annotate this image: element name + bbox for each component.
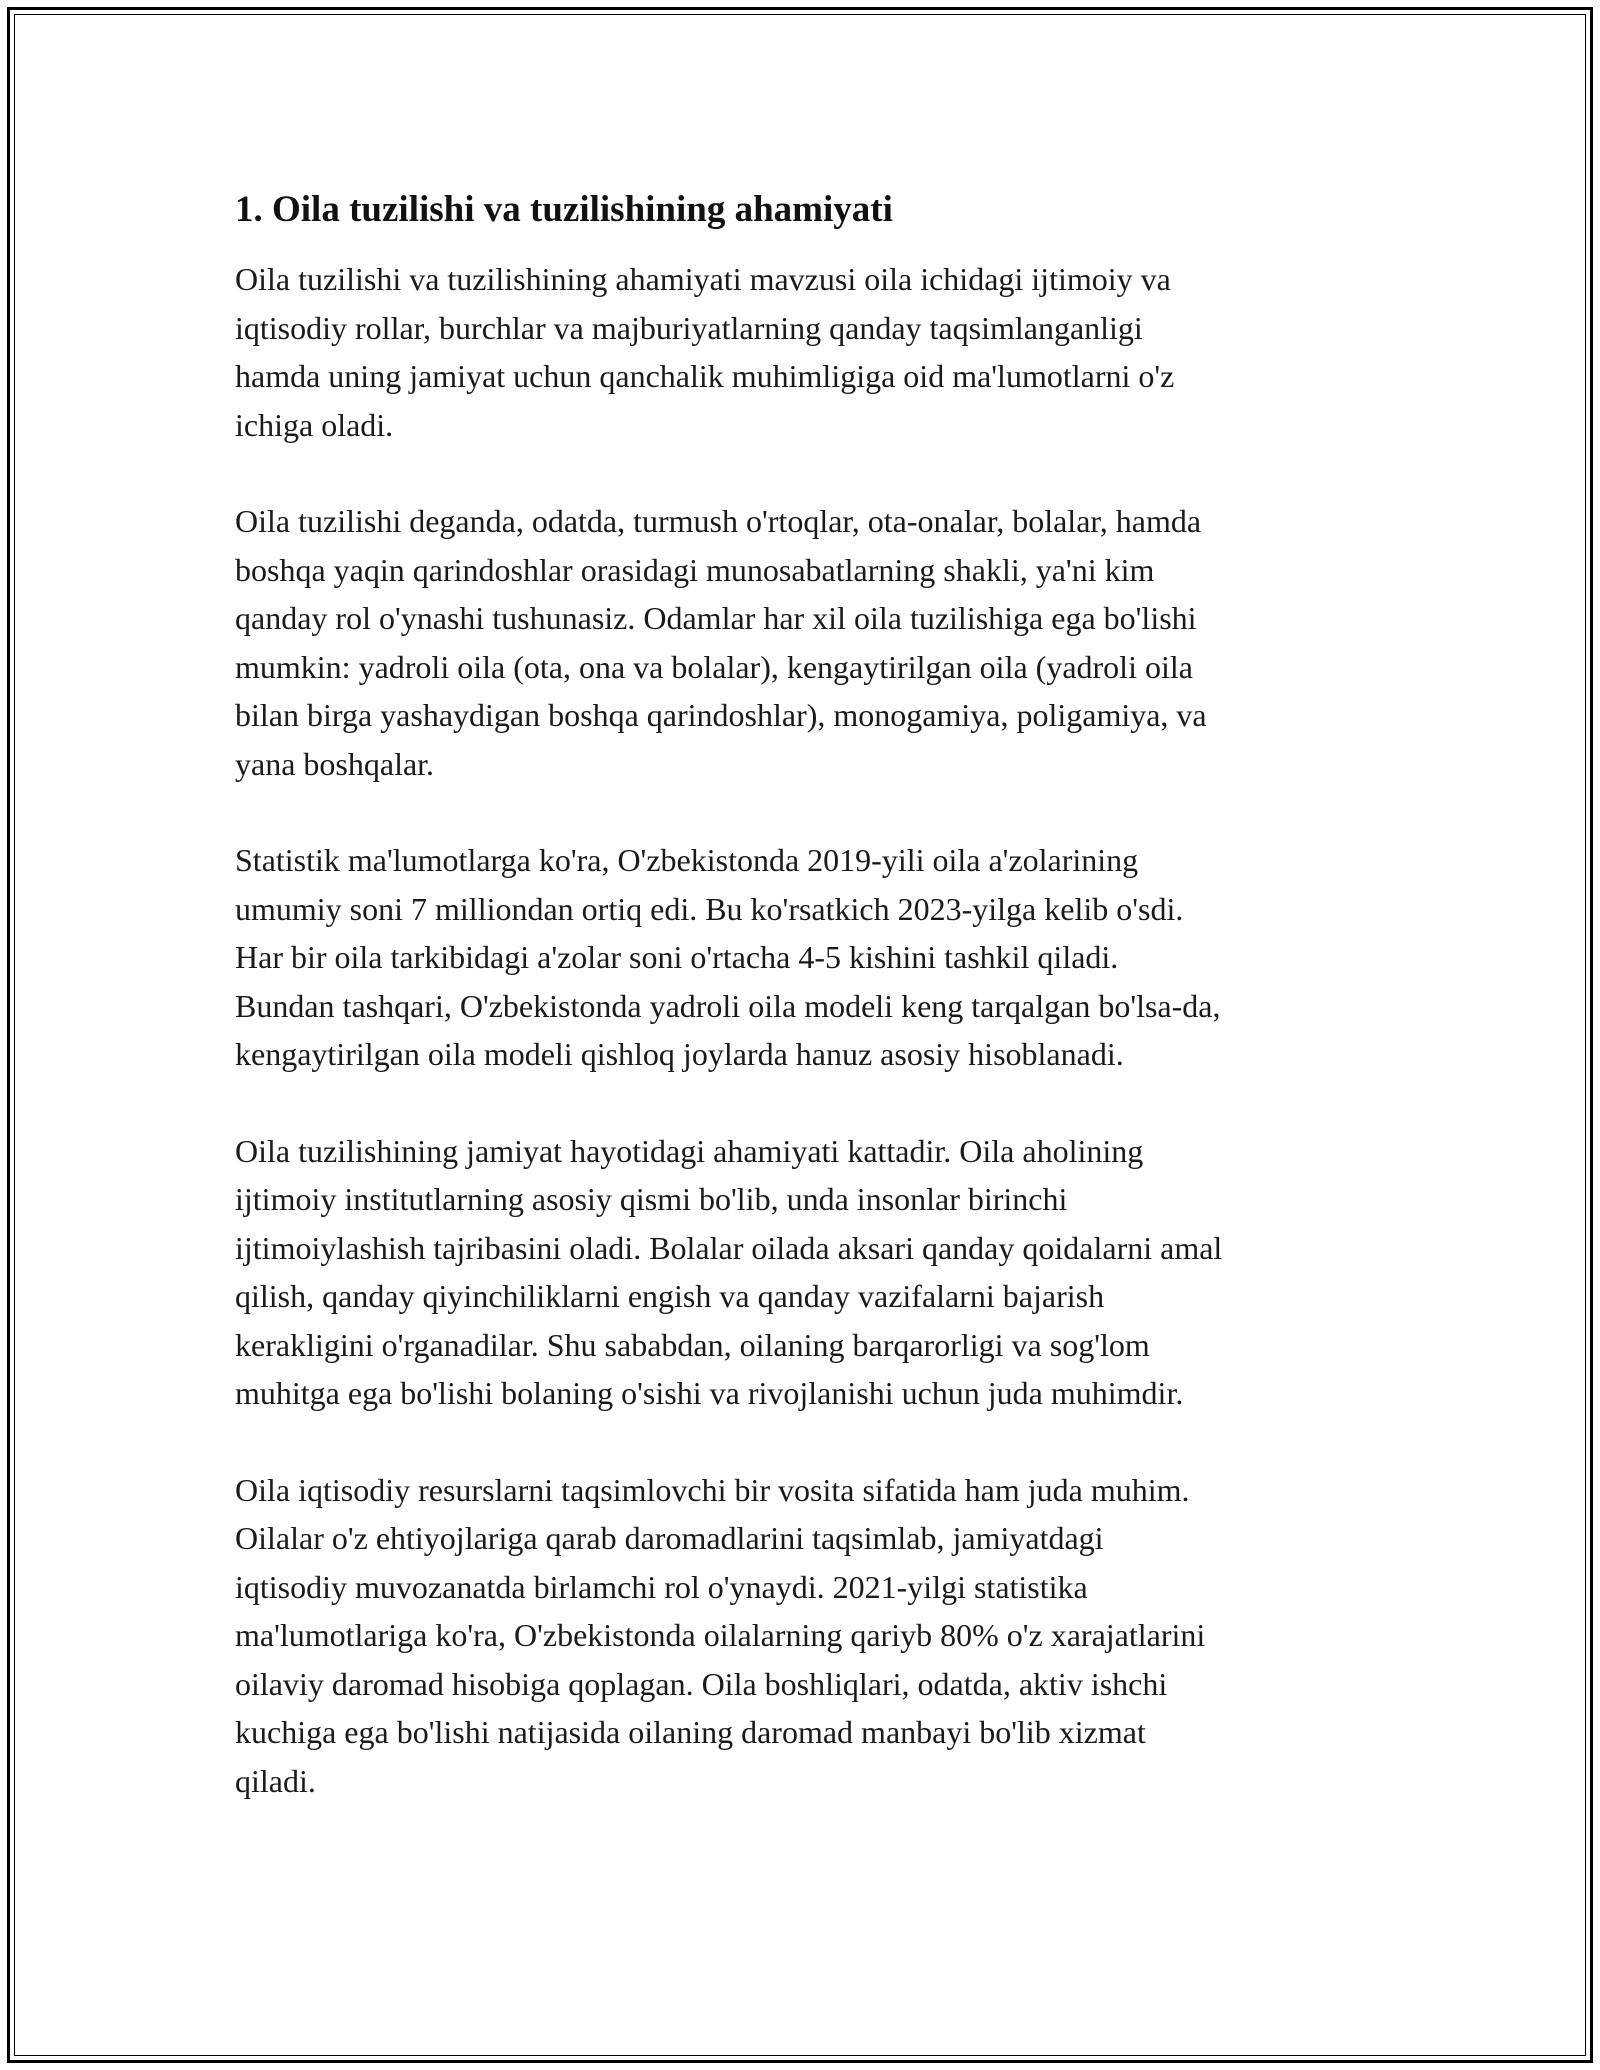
section-heading: 1. Oila tuzilishi va tuzilishining ahamiyati — [235, 189, 893, 230]
document-body — [235, 185, 1385, 1805]
paragraph-family-structure: Oila tuzilishi deganda, odatda, turmush o'rtoqlar, ota-onalar, bolalar, hamda boshqa yaqin qarindoshlar orasidagi munosabatlarning shakli, ya'ni kim qanday rol o'ynashi tushunasiz. Odamlar har xil oila tuzilishiga ega bo'lishi mumkin: yadroli oila (ota, ona va bolalar), kengaytirilgan oila (yadroli oila bilan birga yashaydigan boshqa qarindoshlar), monogamiya, poligamiya, va yana boshqalar. — [235, 503, 1207, 782]
paragraph-economic-role: Oila iqtisodiy resurslarni taqsimlovchi bir vosita sifatida ham juda muhim. Oilalar o'z ehtiyojlariga qarab daromadlarini taqsimlab, jamiyatdagi iqtisodiy muvozanatda birlamchi rol o'ynaydi. 2021-yilgi statistika ma'lumotlariga ko'ra, O'zbekistonda oilalarning qariyb 80% o'z xarajatlarini oilaviy daromad hisobiga qoplagan. Oila boshliqlari, odatda, aktiv ishchi kuchiga ega bo'lishi natijasida oilaning daromad manbayi bo'lib xizmat qiladi. — [235, 1471, 1206, 1799]
paragraph-intro: Oila tuzilishi va tuzilishining ahamiyati mavzusi oila ichidagi ijtimoiy va iqtisodiy rollar, burchlar va majburiyatlarning qanday taqsimlanganligi hamda uning jamiyat uchun qanchalik muhimligiga oid ma'lumotlarni o'z ichiga oladi. — [235, 261, 1175, 443]
paragraph-social-importance: Oila tuzilishining jamiyat hayotidagi ahamiyati kattadir. Oila aholining ijtimoiy institutlarning asosiy qismi bo'lib, unda insonlar birinchi ijtimoiylashish tajribasini oladi. Bolalar oilada aksari qanday qoidalarni amal qilish, qanday qiyinchiliklarni engish va qanday vazifalarni bajarish kerakligini o'rganadilar. Shu sababdan, oilaning barqarorligi va sog'lom muhitga ega bo'lishi bolaning o'sishi va rivojlanishi uchun juda muhimdir. — [235, 1132, 1223, 1411]
paragraph-statistics: Statistik ma'lumotlarga ko'ra, O'zbekistonda 2019-yili oila a'zolarining umumiy soni 7 milliondan ortiq edi. Bu ko'rsatkich 2023-yilga kelib o'sdi. Har bir oila tarkibidagi a'zolar soni o'rtacha 4-5 kishini tashkil qiladi. Bundan tashqari, O'zbekistonda yadroli oila modeli keng tarqalgan bo'lsa-da, kengaytirilgan oila modeli qishloq joylarda hanuz asosiy hisoblanadi. — [235, 842, 1221, 1072]
